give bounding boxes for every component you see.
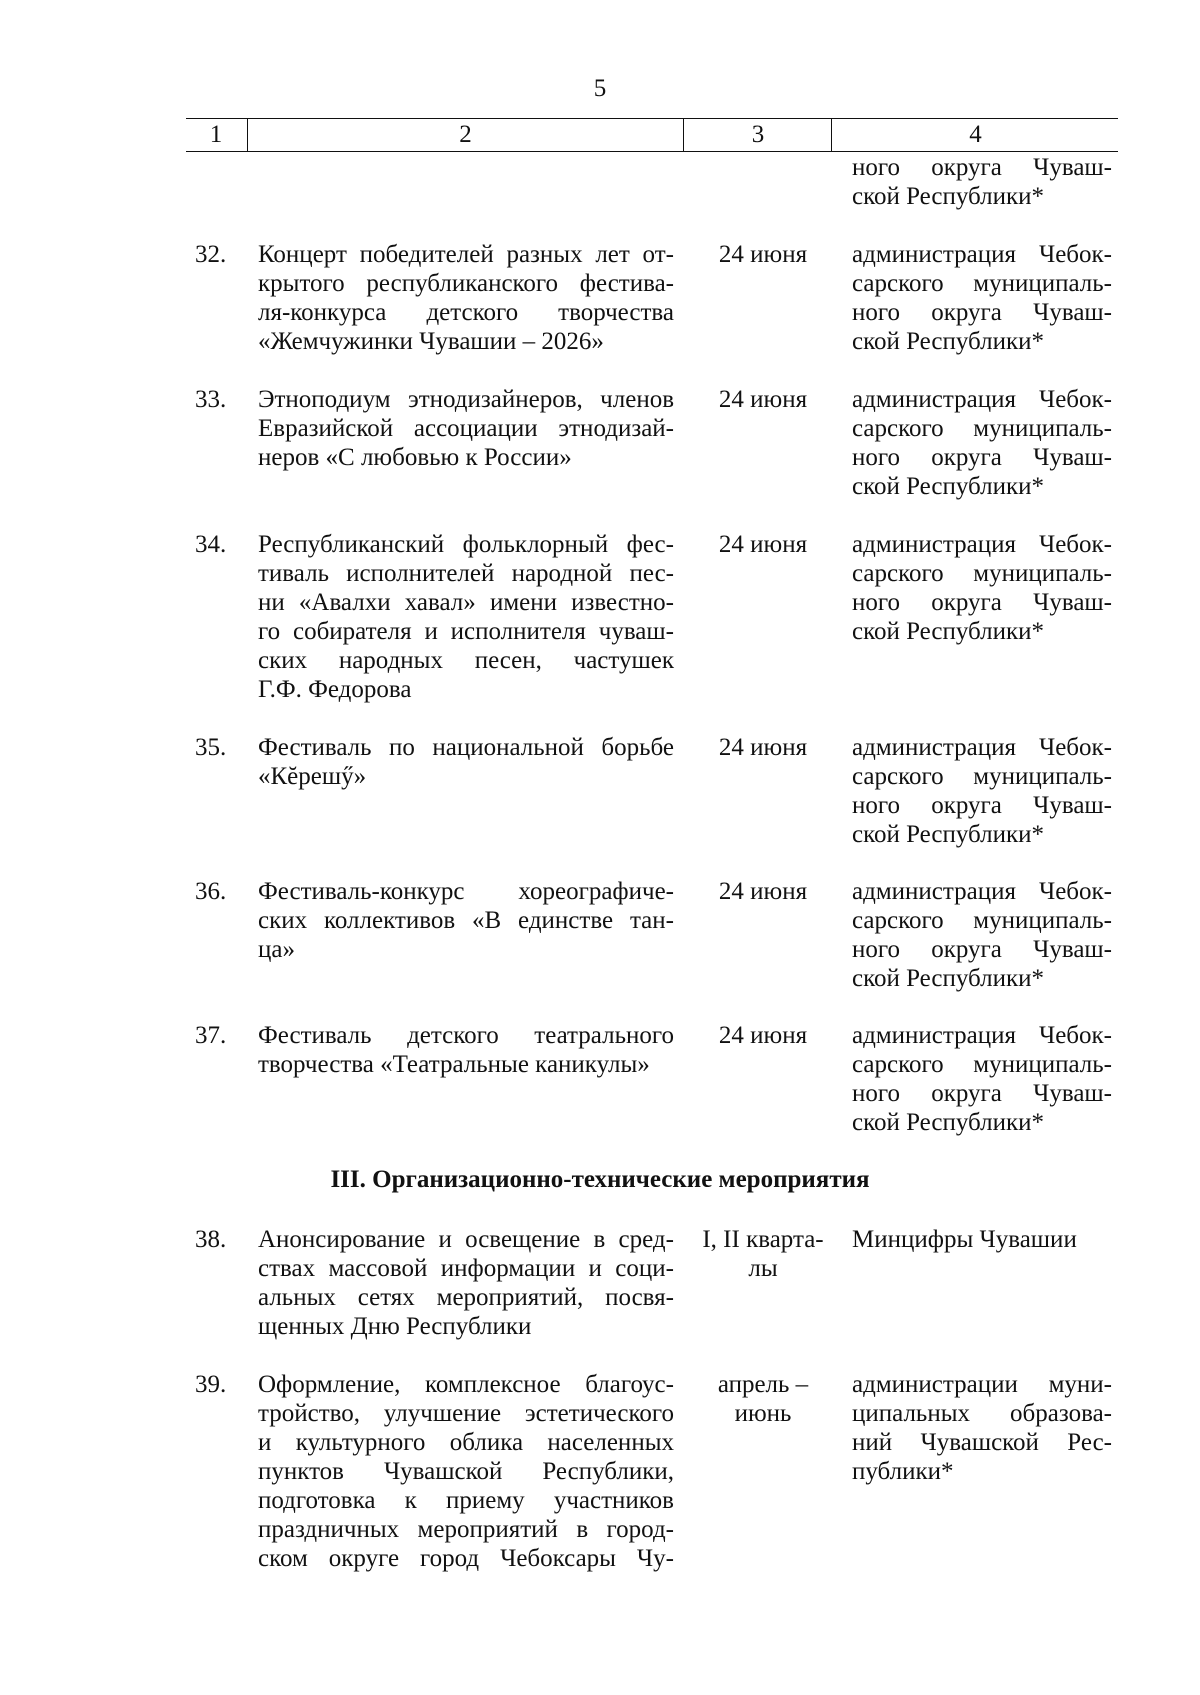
event-name-line: Концерт победителей разных лет от-: [258, 241, 674, 268]
responsible-line: сарского муниципаль-: [852, 415, 1112, 442]
event-name-line: Фестиваль по национальной борьбе: [258, 734, 674, 761]
event-date: [692, 733, 834, 762]
event-responsible: [852, 1021, 1112, 1137]
event-name-line: подготовка к приему участников: [258, 1487, 674, 1514]
responsible-line: Минцифры Чувашии: [852, 1226, 1077, 1253]
responsible-line: администрация Чебок-: [852, 1022, 1112, 1049]
page-number: 5: [593, 75, 607, 102]
responsible-line: ципальных образова-: [852, 1400, 1112, 1427]
event-date-line: 24 июня: [718, 878, 808, 905]
section-title: III. Организационно-технические мероприятия: [330, 1166, 870, 1193]
responsible-line: администрация Чебок-: [852, 531, 1112, 558]
responsible-line: публики*: [852, 1458, 954, 1485]
row-number: 35.: [195, 734, 227, 761]
row-number: 36.: [195, 878, 227, 905]
event-date: [692, 1370, 834, 1428]
event-responsible: [852, 1370, 1112, 1486]
event-date: [692, 240, 834, 269]
event-name-line: «Жемчужинки Чувашии – 2026»: [258, 328, 604, 355]
row-number: 33.: [195, 386, 227, 413]
event-date: [692, 385, 834, 414]
event-name-line: ствах массовой информации и соци-: [258, 1255, 674, 1282]
event-name: [258, 877, 674, 964]
responsible-line: администрация Чебок-: [852, 734, 1112, 761]
event-date-line: 24 июня: [718, 241, 808, 268]
event-name-line: щенных Дню Республики: [258, 1313, 532, 1340]
row-number: 37.: [195, 1022, 227, 1049]
event-name-line: Республиканский фольклорный фес-: [258, 531, 674, 558]
event-name-line: го собирателя и исполнителя чуваш-: [258, 618, 674, 645]
header-col-1: 1: [209, 121, 223, 148]
event-name: [258, 240, 674, 356]
event-name: [258, 1225, 674, 1341]
responsible-line: сарского муниципаль-: [852, 270, 1112, 297]
responsible-line: сарского муниципаль-: [852, 763, 1112, 790]
responsible-line: ской Республики*: [852, 1109, 1045, 1136]
event-name-line: альных сетях мероприятий, посвя-: [258, 1284, 674, 1311]
event-date-line: лы: [748, 1255, 778, 1282]
event-date: [692, 1021, 834, 1050]
responsible-line: ской Республики*: [852, 328, 1045, 355]
responsible-line: ного округа Чуваш-: [852, 444, 1112, 471]
event-name: [258, 1021, 674, 1079]
header-col-2: 2: [247, 119, 683, 151]
responsible-line: сарского муниципаль-: [852, 1051, 1112, 1078]
responsible-line: ного округа Чуваш-: [852, 154, 1112, 181]
event-name: [258, 530, 674, 704]
responsible-line: администрация Чебок-: [852, 878, 1112, 905]
event-name-line: ца»: [258, 936, 295, 963]
event-date-line: 24 июня: [718, 531, 808, 558]
event-name-line: и культурного облика населенных: [258, 1429, 674, 1456]
event-date-line: 24 июня: [718, 1022, 808, 1049]
event-date-line: июнь: [734, 1400, 792, 1427]
event-name: [258, 733, 674, 791]
event-name-line: Оформление, комплексное благоус-: [258, 1371, 674, 1398]
event-name-line: ских коллективов «В единстве тан-: [258, 907, 674, 934]
responsible-line: ного округа Чуваш-: [852, 299, 1112, 326]
event-name-line: праздничных мероприятий в город-: [258, 1516, 674, 1543]
responsible-line: ний Чувашской Рес-: [852, 1429, 1112, 1456]
event-name-line: тиваль исполнителей народной пес-: [258, 560, 674, 587]
event-name-line: Этноподиум этнодизайнеров, членов: [258, 386, 674, 413]
responsible-line: администрация Чебок-: [852, 241, 1112, 268]
responsible-line: ской Республики*: [852, 821, 1045, 848]
event-date: [692, 1225, 834, 1283]
event-date: [692, 530, 834, 559]
responsible-line: администрация Чебок-: [852, 386, 1112, 413]
responsible-line: ской Республики*: [852, 473, 1045, 500]
event-date-line: апрель –: [717, 1371, 809, 1398]
table-header-row: [186, 118, 1118, 152]
event-name-line: ни «Авалхи хавал» имени известно-: [258, 589, 674, 616]
event-responsible: [852, 530, 1112, 646]
event-responsible: [852, 1225, 1112, 1254]
event-name-line: Евразийской ассоциации этнодизай-: [258, 415, 674, 442]
responsible-line: ской Республики*: [852, 618, 1045, 645]
event-name-line: ских народных песен, частушек: [258, 647, 674, 674]
event-name: [258, 1370, 674, 1573]
responsible-line: ного округа Чуваш-: [852, 936, 1112, 963]
header-col-3: 3: [683, 119, 832, 151]
row-number: 38.: [195, 1226, 227, 1253]
event-date-line: I, II кварта-: [702, 1226, 824, 1253]
event-name-line: неров «С любовью к России»: [258, 444, 572, 471]
event-date-line: 24 июня: [718, 734, 808, 761]
responsible-line: ного округа Чуваш-: [852, 1080, 1112, 1107]
event-name-line: ском округе город Чебоксары Чу-: [258, 1545, 674, 1572]
event-responsible: [852, 877, 1112, 993]
event-date-line: 24 июня: [718, 386, 808, 413]
responsible-line: сарского муниципаль-: [852, 560, 1112, 587]
event-name: [258, 385, 674, 472]
responsible-line: администрации муни-: [852, 1371, 1112, 1398]
event-name-line: «Кĕрешӳ»: [258, 763, 367, 790]
event-name-line: тройство, улучшение эстетического: [258, 1400, 674, 1427]
event-name-line: ля-конкурса детского творчества: [258, 299, 674, 326]
responsible-line: сарского муниципаль-: [852, 907, 1112, 934]
responsible-line: ного округа Чуваш-: [852, 792, 1112, 819]
responsible-line: ного округа Чуваш-: [852, 589, 1112, 616]
row-number: 34.: [195, 531, 227, 558]
event-name-line: Фестиваль детского театрального: [258, 1022, 674, 1049]
row-number: 32.: [195, 241, 227, 268]
continuation-responsible: [852, 153, 1112, 211]
event-name-line: пунктов Чувашской Республики,: [258, 1458, 674, 1485]
responsible-line: ской Республики*: [852, 965, 1045, 992]
event-name-line: творчества «Театральные каникулы»: [258, 1051, 650, 1078]
event-date: [692, 877, 834, 906]
row-number: 39.: [195, 1371, 227, 1398]
event-responsible: [852, 733, 1112, 849]
event-name-line: крытого республиканского фестива-: [258, 270, 674, 297]
responsible-line: ской Республики*: [852, 183, 1045, 210]
event-name-line: Фестиваль-конкурс хореографиче-: [258, 878, 674, 905]
event-name-line: Г.Ф. Федорова: [258, 676, 412, 703]
event-responsible: [852, 240, 1112, 356]
event-responsible: [852, 385, 1112, 501]
header-col-4: 4: [831, 119, 1119, 151]
event-name-line: Анонсирование и освещение в сред-: [258, 1226, 674, 1253]
